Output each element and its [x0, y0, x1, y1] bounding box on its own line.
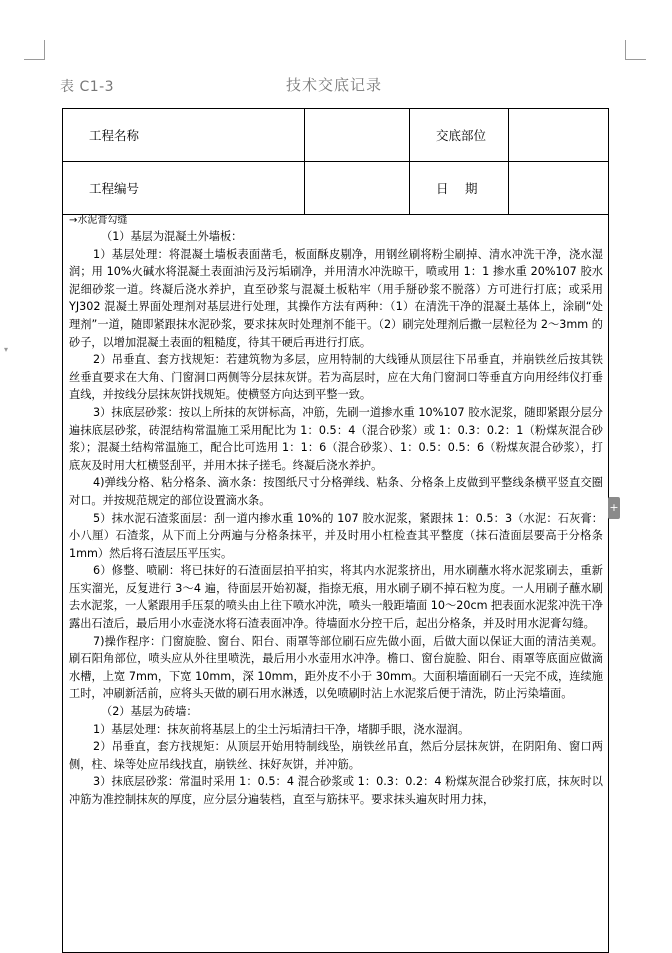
paragraph: 7)操作程序：门窗旋脸、窗台、阳台、雨罩等部位刷石应先做小面，后做大面以保证大面的清洁美观。刷石阳角部位，喷头应从外往里喷洗，最后用小水壶用水冲净。檐口、窗台旋脸、阳台、雨罩等底面应做滴水槽，上宽 7mm，下宽 10mm，深 10mm，距外皮不小于 30mm。大面积墙面刷石一天完不成，连续施工时，冲刷新活前，应将头天做的刷石用水淋透，以免喷刷时沾上水泥浆后便于清洗，防止污染墙面。	[69, 634, 603, 701]
paragraph: （2）基层为砖墙：	[101, 705, 198, 719]
crop-mark	[626, 59, 646, 60]
location-label: 交底部位	[410, 109, 509, 162]
paragraph: 2）吊垂直，套方找规矩：从顶层开始用特制线坠，崩铁丝吊直，然后分层抹灰饼，在阴阳角、窗口两侧，柱、垛等处应吊线找直，崩铁丝、抹好灰饼，并冲筋。	[69, 740, 603, 771]
project-name-label: 工程名称	[63, 109, 305, 162]
date-label: 日 期	[410, 162, 509, 215]
paragraph: 2）吊垂直、套方找规矩：若建筑物为多层，应用特制的大线锤从顶层往下吊垂直，并崩铁丝后按其铁丝垂直要求在大角、门窗洞口两侧等分层抹灰饼。若为高层时，应在大角门窗洞口等垂直方向用经纬仪打垂直线，并按线分层抹灰饼找规矩。使横竖方向达到平整一致。	[69, 353, 603, 402]
document-title: 技术交底记录	[286, 76, 383, 94]
project-no-label: 工程编号	[63, 162, 305, 215]
side-expand-tab[interactable]: +	[608, 497, 620, 519]
disclosure-content	[62, 212, 609, 953]
paragraph: 6）修整、喷刷：将已抹好的石渣面层拍平拍实，将其内水泥浆挤出，用水刷蘸水将水泥浆刷去，重新压实溜光，反复进行 3～4 遍，待面层开始初凝，指捺无痕，用水刷子刷不掉石粒为度。一人用刷子蘸水刷去水泥浆，一人紧跟用手压泵的喷头由上往下喷水冲洗，喷头一般距墙面 10～20cm 把表面水泥浆冲洗干净露出石渣后，最后用小水壶浇水将石渣表面冲净。待墙面水分控干后，起出分格条，并及时用水泥膏勾缝。	[69, 564, 603, 631]
crop-mark	[44, 40, 45, 60]
header-table	[62, 108, 609, 215]
style-marker: →水泥膏勾缝	[69, 215, 128, 226]
crop-mark	[24, 59, 44, 60]
margin-arrow-icon: ▾	[4, 345, 9, 354]
paragraph: 3）抹底层砂浆：按以上所抹的灰饼标高，冲筋，先刷一道掺水重 10%107 胶水泥浆，随即紧跟分层分遍抹底层砂浆，砖混结构常温施工采用配比为 1：0.5：4（混合砂浆）或 1：0.3：0.2：1（粉煤灰混合砂浆）；混凝土结构常温施工，配合比可选用 1：1：6（混合砂浆）、1：0.5：0.5：6（粉煤灰混合砂浆），打底灰及时用大杠横竖刮平，并用木抹子搓毛。终凝后浇水养护。	[69, 405, 603, 472]
project-no-value[interactable]	[305, 162, 410, 215]
paragraph: 1）基层处理：将混凝土墙板表面凿毛，板面酥皮剔净，用钢丝刷将粉尘刷掉、清水冲洗干净，浇水湿润；用 10%火碱水将混凝土表面油污及污垢刷净，并用清水冲洗晾干，喷或用 1：1 掺水重 20%107 胶水泥细砂浆一道。终凝后浇水养护，直至砂浆与混凝土板粘牢（用手掰砂浆不脱落）方可进行打底；或采用 YJ302 混凝土界面处理剂对基层进行处理，其操作方法有两种：（1）在清洗干净的混凝土基体上，涂刷“处理剂”一道，随即紧跟抹水泥砂浆，要求抹灰时处理剂不能干。（2）刷完处理剂后撒一层粒径为 2～3mm 的砂子，以增加混凝土表面的粗糙度，待其干硬后再进行打底。	[69, 247, 603, 349]
paragraph-list	[69, 228, 603, 809]
location-value[interactable]	[509, 109, 609, 162]
paragraph: 5）抹水泥石渣浆面层：刮一道内掺水重 10%的 107 胶水泥浆，紧跟抹 1：0.5：3（水泥：石灰膏：小八厘）石渣浆，从下而上分两遍与分格条抹平，并及时用小杠检查其平整度（抹石渣面层要高于分格条 1mm）然后将石渣层压平压实。	[69, 511, 603, 560]
paragraph: 1）基层处理：抹灰前将基层上的尘土污垢清扫干净，堵脚手眼，浇水湿润。	[93, 722, 470, 736]
paragraph: 3）抹底层砂浆：常温时采用 1：0.5：4 混合砂浆或 1：0.3：0.2：4 粉煤灰混合砂浆打底，抹灰时以冲筋为准控制抹灰的厚度，应分层分遍装档，直至与筋抹平。要求抹头遍灰时用力抹，	[69, 775, 603, 806]
project-name-value[interactable]	[305, 109, 410, 162]
date-value[interactable]	[509, 162, 609, 215]
paragraph: （1）基层为混凝土外墙板：	[101, 230, 243, 243]
form-code: 表 C1-3	[60, 79, 115, 95]
paragraph: 4)弹线分格、粘分格条、滴水条：按图纸尺寸分格弹线、粘条、分格条上皮做到平整线条横平竖直交圈对口。并按规范规定的部位设置滴水条。	[69, 476, 603, 507]
crop-mark	[625, 40, 626, 60]
